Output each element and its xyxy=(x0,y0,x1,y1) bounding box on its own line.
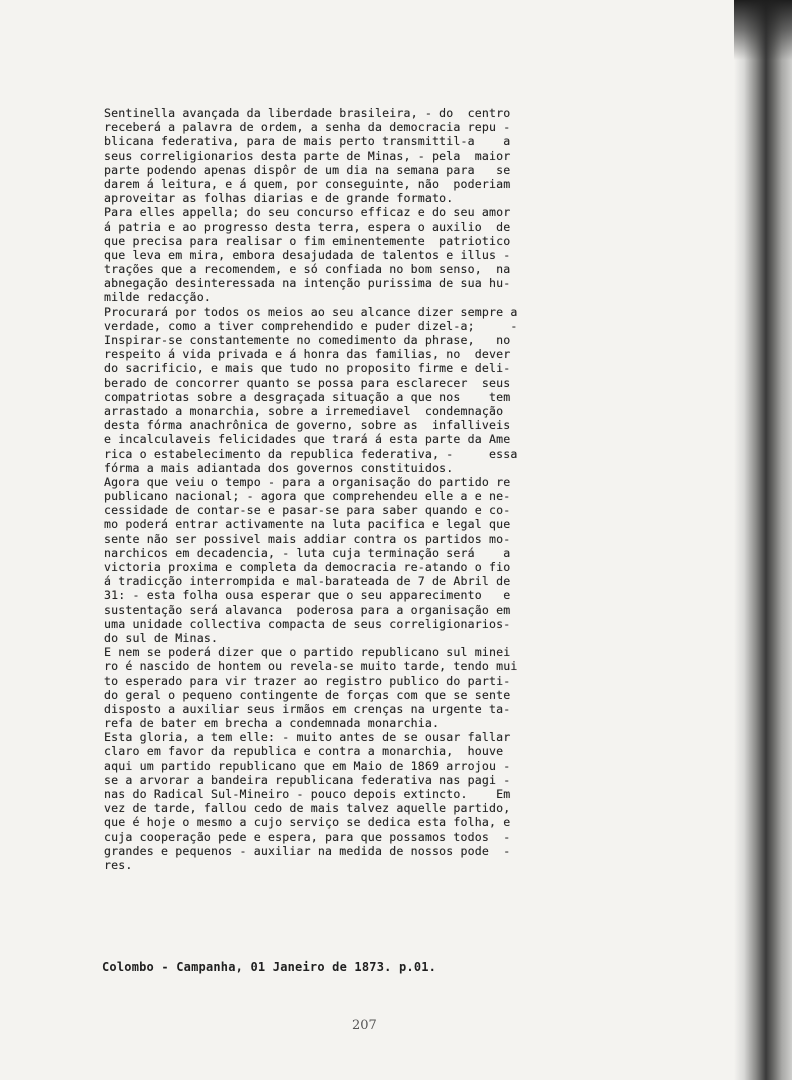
text-line: e incalculaveis felicidades que trará á esta parte da Ame xyxy=(104,432,511,447)
text-line: que é hoje o mesmo a cujo serviço se dedica esta folha, e xyxy=(104,815,511,830)
text-line: do geral o pequeno contingente de forças com que se sente xyxy=(104,687,511,702)
text-line: parte podendo apenas dispôr de um dia na semana para se xyxy=(104,162,511,177)
text-line: res. xyxy=(104,857,133,872)
text-line: sente não ser possivel mais addiar contra os partidos mo- xyxy=(104,531,511,546)
text-line: nas do Radical Sul-Mineiro - pouco depois extincto. Em xyxy=(104,787,511,801)
text-line: que leva em mira, embora desajudada de talentos e illus - xyxy=(104,247,511,262)
text-line: cuja cooperação pede e espera, para que possamos todos - xyxy=(104,829,511,844)
text-line: narchicos em decadencia, - luta cuja terminação será a xyxy=(104,545,511,560)
text-line: berado de concorrer quanto se possa para esclarecer seus xyxy=(104,375,511,390)
text-line: trações que a recomendem, e só confiada no bom senso, na xyxy=(104,262,511,277)
text-line: E nem se poderá dizer que o partido republicano sul minei xyxy=(104,645,511,660)
text-line: Esta gloria, a tem elle: - muito antes de se ousar fallar xyxy=(104,730,511,745)
text-line: 31: - esta folha ousa esperar que o seu apparecimento e xyxy=(104,588,511,603)
text-line: do sul de Minas. xyxy=(104,630,219,645)
text-line: á tradicção interrompida e mal-barateada de 7 de Abril de xyxy=(104,574,511,589)
text-line: aqui um partido republicano que em Maio de 1869 arrojou - xyxy=(104,758,511,773)
text-line: milde redacção. xyxy=(104,290,211,305)
text-line: ro é nascido de hontem ou revela-se muito tarde, tendo mui xyxy=(104,659,518,674)
text-line: publicano nacional; - agora que comprehendeu elle a e ne- xyxy=(104,489,511,504)
text-line: Inspirar-se constantemente no comedimento da phrase, no xyxy=(104,333,511,347)
text-line: victoria proxima e completa da democracia re-atando o fio xyxy=(104,560,511,574)
text-line: rica o estabelecimento da republica federativa, - essa xyxy=(104,446,518,461)
text-line: respeito á vida privada e á honra das familias, no dever xyxy=(104,347,511,362)
text-line: uma unidade collectiva compacta de seus correligionarios- xyxy=(104,616,511,631)
text-line: refa de bater em brecha a condemnada monarchia. xyxy=(104,716,440,731)
source-citation: Colombo - Campanha, 01 Janeiro de 1873. p.01. xyxy=(102,960,437,974)
text-line: abnegação desinteressada na intenção purissima de sua hu- xyxy=(104,276,511,291)
text-line: aproveitar as folhas diarias e de grande formato. xyxy=(104,191,454,206)
text-line: blicana federativa, para de mais perto transmittil-a a xyxy=(104,134,511,149)
text-line: Agora que veiu o tempo - para a organisação do partido re xyxy=(104,474,511,489)
text-line: compatriotas sobre a desgraçada situação a que nos tem xyxy=(104,389,511,404)
text-line: desta fórma anachrônica de governo, sobre as infalliveis xyxy=(104,418,511,433)
text-line: que precisa para realisar o fim eminentemente patriotico xyxy=(104,233,511,248)
text-line: Procurará por todos os meios ao seu alcance dizer sempre a xyxy=(104,304,518,319)
scan-edge-shadow xyxy=(734,0,792,1080)
text-line: to esperado para vir trazer ao registro publico do parti- xyxy=(104,673,511,688)
text-line: claro em favor da republica e contra a monarchia, houve xyxy=(104,744,504,759)
text-line: Sentinella avançada da liberdade brasileira, - do centro xyxy=(104,106,511,120)
text-line: vez de tarde, fallou cedo de mais talvez aquelle partido, xyxy=(104,801,511,816)
text-line: disposto a auxiliar seus irmãos em crenças na urgente ta- xyxy=(104,701,511,716)
text-line: Para elles appella; do seu concurso efficaz e do seu amor xyxy=(104,205,511,220)
text-line: cessidade de contar-se e pasar-se para saber quando e co- xyxy=(104,503,511,518)
text-line: grandes e pequenos - auxiliar na medida de nossos pode - xyxy=(104,843,511,858)
text-line: seus correligionarios desta parte de Minas, - pela maior xyxy=(104,148,511,163)
text-line: darem á leitura, e á quem, por conseguinte, não poderiam xyxy=(104,176,511,191)
page-number: 207 xyxy=(352,1018,377,1033)
text-line: se a arvorar a bandeira republicana federativa nas pagi - xyxy=(104,772,511,787)
body-text xyxy=(104,106,604,872)
text-line: do sacrificio, e mais que tudo no proposito firme e deli- xyxy=(104,361,511,376)
text-line: verdade, como a tiver comprehendido e puder dizel-a; - xyxy=(104,318,518,333)
text-line: receberá a palavra de ordem, a senha da democracia repu - xyxy=(104,120,511,135)
text-line: mo poderá entrar activamente na luta pacifica e legal que xyxy=(104,517,511,532)
scan-edge-corner xyxy=(734,0,792,60)
text-line: arrastado a monarchia, sobre a irremediavel condemnação xyxy=(104,403,504,418)
text-line: á patria e ao progresso desta terra, espera o auxilio de xyxy=(104,219,511,234)
text-line: fórma a mais adiantada dos governos constituidos. xyxy=(104,460,454,475)
text-line: sustentação será alavanca poderosa para a organisação em xyxy=(104,602,511,617)
